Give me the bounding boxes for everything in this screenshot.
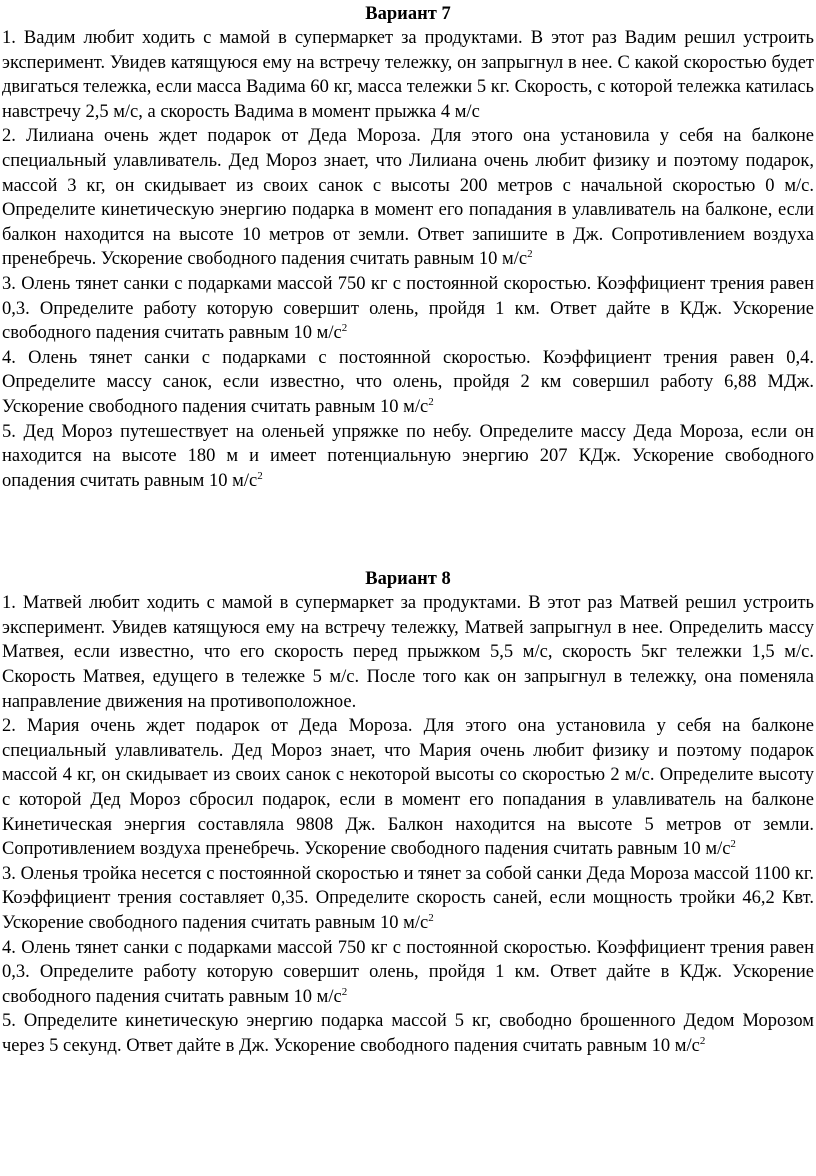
- variant-7-task-3: [2, 272, 814, 346]
- variant-8-task-1: [2, 591, 814, 714]
- task-superscript: 2: [341, 321, 348, 334]
- task-superscript: 2: [428, 395, 434, 408]
- variant-8-task-4: [2, 936, 814, 1010]
- section-spacer: [2, 493, 814, 567]
- variant-7-task-1: [2, 26, 814, 124]
- task-superscript: 2: [341, 985, 348, 998]
- variant-8-title: Вариант 8: [365, 569, 451, 590]
- task-text: 1. Вадим любит ходить с мамой в супермаркет за продуктами. В этот раз Вадим решил устроить эксперимент. Увидев катящуюся ему на встречу тележку, он запрыгнул в нее. С какой скоростью будет двигаться тележка, если масса Вадима 60 кг, масса тележки 5 кг. Скорость, с которой тележка катилась навстречу 2,5 м/с, а скорость Вадима в момент прыжка 4 м/с: [2, 28, 814, 122]
- variant-8-task-3: [2, 862, 814, 936]
- variant-8-task-2: [2, 714, 814, 862]
- task-text: 4. Олень тянет санки с подарками массой 750 кг с постоянной скоростью. Коэффициент трения равен 0,3. Определите работу которую совершит олень, пройдя 1 км. Ответ дайте в КДж. Ускорение свободного падения считать равным 10 м/с: [2, 937, 814, 1007]
- task-text: 4. Олень тянет санки с подарками с постоянной скоростью. Коэффициент трения равен 0,4. Определите массу санок, если известно, что олень, пройдя 2 км совершил работу 6,88 МДж. Ускорение свободного падения считать равным 10 м/с: [2, 347, 814, 417]
- variant-7-task-2: [2, 124, 814, 272]
- variant-7-task-5: [2, 420, 814, 494]
- variant-7-task-4: [2, 346, 814, 420]
- task-text: 1. Матвей любит ходить с мамой в супермаркет за продуктами. В этот раз Матвей решил устроить эксперимент. Увидев катящуюся ему на встречу тележку, Матвей запрыгнул в нее. Определить массу Матвея, если известно, что его скорость перед прыжком 5,5 м/с, скорость 5кг тележки 1,5 м/с. Скорость Матвея, едущего в тележке 5 м/с. После того как он запрыгнул в тележку, она поменяла направление движения на противоположное.: [2, 593, 814, 712]
- task-text: 3. Олень тянет санки с подарками массой 750 кг с постоянной скоростью. Коэффициент трения равен 0,3. Определите работу которую совершит олень, пройдя 1 км. Ответ дайте в КДж. Ускорение свободного падения считать равным 10 м/с: [2, 273, 814, 344]
- task-superscript: 2: [257, 469, 263, 482]
- variant-7-title: Вариант 7: [365, 4, 451, 24]
- task-text: 5. Определите кинетическую энергию подарка массой 5 кг, свободно брошенного Дедом Морозом через 5 секунд. Ответ дайте в Дж. Ускорение свободного падения считать равным 10 м/с: [2, 1011, 814, 1056]
- task-text: 3. Оленья тройка несется с постоянной скоростью и тянет за собой санки Деда Мороза массой 1100 кг. Коэффициент трения составляет 0,35. Определите скорость саней, если мощность тройки 46,2 Квт. Ускорение свободного падения считать равным 10 м/с: [2, 863, 814, 933]
- task-superscript: 2: [699, 1034, 706, 1047]
- task-superscript: 2: [428, 911, 434, 924]
- task-text: 2. Мария очень ждет подарок от Деда Мороза. Для этого она установила у себя на балконе специальный улавливатель. Дед Мороз знает, что Мария очень любит физику и поэтому подарок массой 4 кг, он скидывает из своих санок с некоторой высоты со скоростью 2 м/с. Определите высоту с которой Дед Мороз сбросил подарок, если в момент его попадания в улавливатель на балконе Кинетическая энергия составляла 9808 Дж. Балкон находится на высоте 5 метров от земли. Сопротивлением воздуха пренебречь. Ускорение свободного падения считать равным 10 м/с: [2, 716, 814, 860]
- task-text: 2. Лилиана очень ждет подарок от Деда Мороза. Для этого она установила у себя на балконе специальный улавливатель. Дед Мороз знает, что Лилиана очень любит физику и поэтому подарок, массой 3 кг, он скидывает из своих санок с высоты 200 метров с начальной скоростью 0 м/с. Определите кинетическую энергию подарка в момент его попадания в улавливатель на балконе, если балкон находится на высоте 10 метров от земли. Ответ запишите в Дж. Сопротивлением воздуха пренебречь. Ускорение свободного падения считать равным 10 м/с: [2, 126, 814, 270]
- task-text: 5. Дед Мороз путешествует на оленьей упряжке по небу. Определите массу Деда Мороза, если он находится на высоте 180 м и имеет потенциальную энергию 207 КДж. Ускорение свободного опадения считать равным 10 м/с: [2, 421, 814, 491]
- variant-8-task-5: [2, 1009, 814, 1058]
- task-superscript: 2: [527, 248, 533, 261]
- task-superscript: 2: [730, 838, 736, 851]
